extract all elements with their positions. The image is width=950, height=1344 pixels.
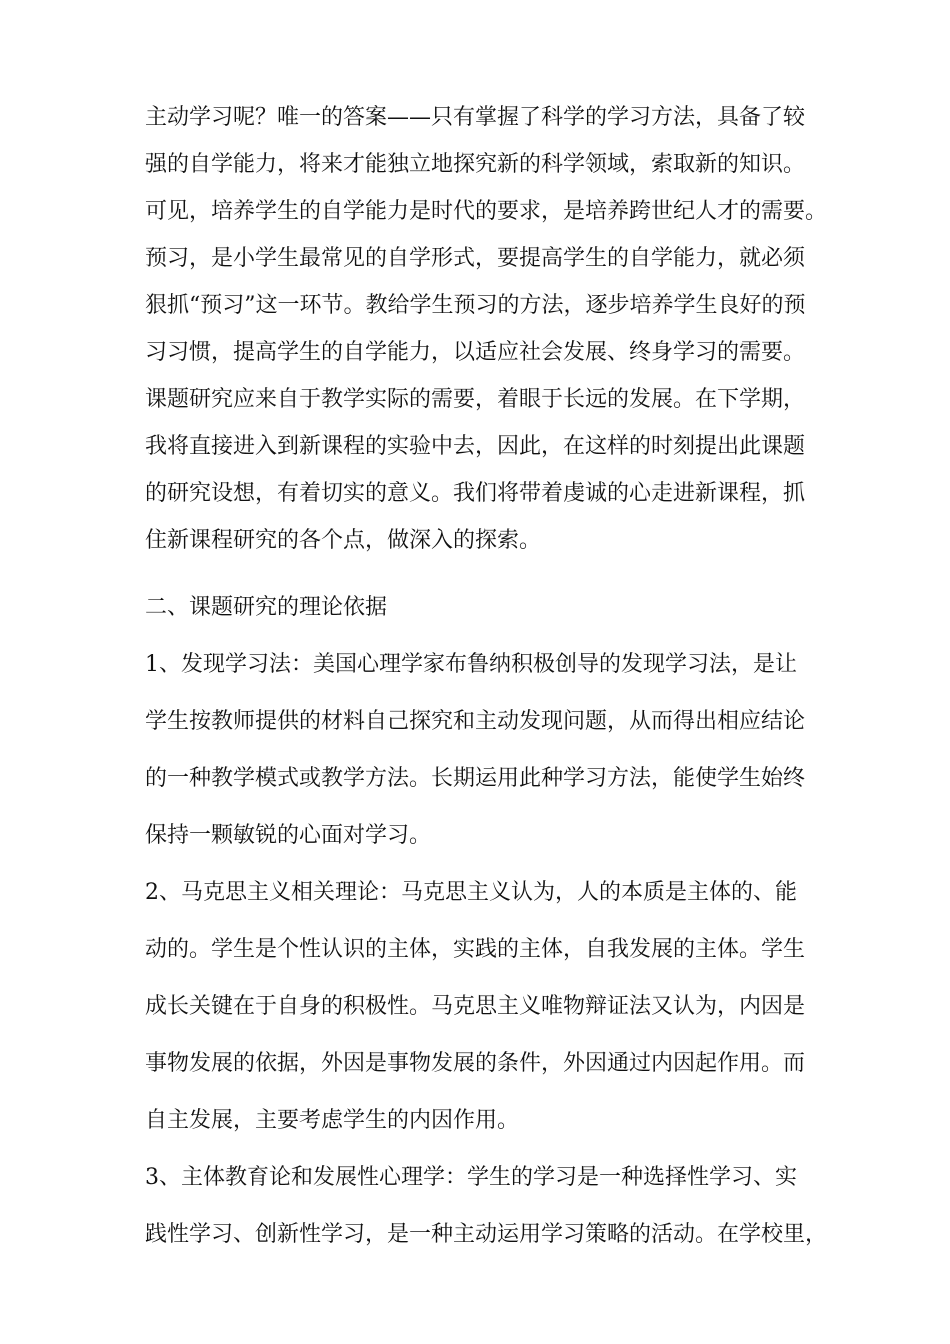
text-line: 3、主体教育论和发展性心理学：学生的学习是一种选择性学习、实 [145,1165,797,1190]
text-line: 可见，培养学生的自学能力是时代的要求，是培养跨世纪人才的需要。 [145,199,828,224]
text-line: 狠抓“预习”这一环节。教给学生预习的方法，逐步培养学生良好的预 [145,293,806,318]
text-line: 的研究设想，有着切实的意义。我们将带着虔诚的心走进新课程，抓 [145,481,806,506]
text-line: 践性学习、创新性学习，是一种主动运用学习策略的活动。在学校里， [145,1222,828,1247]
text-line: 1、发现学习法：美国心理学家布鲁纳积极创导的发现学习法，是让 [145,652,797,677]
text-line: 事物发展的依据，外因是事物发展的条件，外因通过内因起作用。而 [145,1051,806,1076]
text-line: 主动学习呢？唯一的答案——只有掌握了科学的学习方法，具备了较 [145,105,806,130]
section-heading: 二、课题研究的理论依据 [145,595,388,620]
text-line: 自主发展，主要考虑学生的内因作用。 [145,1108,520,1133]
text-line: 动的。学生是个性认识的主体，实践的主体，自我发展的主体。学生 [145,937,806,962]
text-line: 保持一颗敏锐的心面对学习。 [145,823,432,848]
text-line: 预习，是小学生最常见的自学形式，要提高学生的自学能力，就必须 [145,246,806,271]
text-line: 住新课程研究的各个点，做深入的探索。 [145,528,542,553]
text-line: 课题研究应来自于教学实际的需要，着眼于长远的发展。在下学期， [145,387,806,412]
text-line: 强的自学能力，将来才能独立地探究新的科学领域，索取新的知识。 [145,152,806,177]
text-line: 学生按教师提供的材料自己探究和主动发现问题，从而得出相应结论 [145,709,806,734]
text-line: 2、马克思主义相关理论：马克思主义认为，人的本质是主体的、能 [145,880,797,905]
text-line: 习习惯，提高学生的自学能力，以适应社会发展、终身学习的需要。 [145,340,806,365]
text-line: 成长关键在于自身的积极性。马克思主义唯物辩证法又认为，内因是 [145,994,806,1019]
text-line: 的一种教学模式或教学方法。长期运用此种学习方法，能使学生始终 [145,766,806,791]
text-line: 我将直接进入到新课程的实验中去，因此，在这样的时刻提出此课题 [145,434,806,459]
